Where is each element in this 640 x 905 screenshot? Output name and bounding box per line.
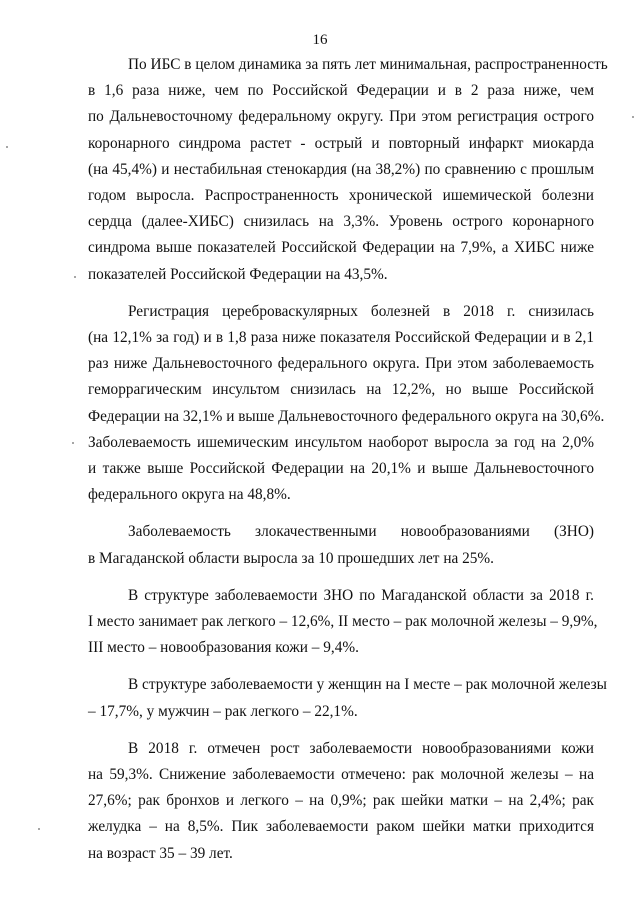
text-line: желудка – на 8,5%. Пик заболеваемости раком шейки матки приходится xyxy=(88,818,594,836)
text-line: показателей Российской Федерации на 43,5%. xyxy=(88,265,388,283)
paragraph-cerebrovascular xyxy=(88,299,605,509)
text-line: 27,6%; рак бронхов и легкого – на 0,9%; рак шейки матки – на 2,4%; рак xyxy=(88,792,594,810)
paragraph-ibs xyxy=(88,52,608,288)
scan-speck xyxy=(632,116,634,118)
text-line: Заболеваемость ишемическим инсультом наоборот выросла за год на 2,0% xyxy=(88,433,594,451)
text-line: геморрагическим инсультом снизилась на 12,2%, но выше Российской xyxy=(88,381,594,399)
paragraph-zno-gender xyxy=(88,672,607,724)
text-line: (на 45,4%) и нестабильная стенокардия (на 38,2%) по сравнению с прошлым xyxy=(88,160,594,178)
text-line: В структуре заболеваемости у женщин на I месте – рак молочной железы xyxy=(128,676,607,694)
text-line: коронарного синдрома растет - острый и повторный инфаркт миокарда xyxy=(88,134,594,152)
page-number: 16 xyxy=(312,32,328,48)
text-line: Заболеваемость злокачественными новообразованиями (ЗНО) xyxy=(128,523,594,541)
scan-speck xyxy=(74,276,76,278)
text-line: (на 12,1% за год) и в 1,8 раза ниже показателя Российской Федерации и в 2,1 xyxy=(88,329,594,347)
text-line: синдрома выше показателей Российской Федерации на 7,9%, а ХИБС ниже xyxy=(88,239,594,257)
paragraph-zno-structure xyxy=(88,583,598,662)
text-line: По ИБС в целом динамика за пять лет минимальная, распространенность xyxy=(128,56,608,73)
text-line: на возраст 35 – 39 лет. xyxy=(88,844,233,862)
text-line: в Магаданской области выросла за 10 прошедших лет на 25%. xyxy=(88,549,494,567)
scan-speck xyxy=(72,442,74,444)
text-line: Федерации на 32,1% и выше Дальневосточного федерального округа на 30,6%. xyxy=(88,407,605,425)
text-line: сердца (далее-ХИБС) снизилась на 3,3%. Уровень острого коронарного xyxy=(88,213,594,231)
text-line: на 59,3%. Снижение заболеваемости отмечено: рак молочной железы – на xyxy=(88,766,594,784)
text-line: Регистрация цереброваскулярных болезней в 2018 г. снизилась xyxy=(128,302,594,320)
scan-speck xyxy=(38,828,40,830)
text-line: по Дальневосточному федеральному округу. При этом регистрация острого xyxy=(88,108,594,126)
text-line: и также выше Российской Федерации на 20,1% и выше Дальневосточного xyxy=(88,460,594,478)
text-line: раз ниже Дальневосточного федерального округа. При этом заболеваемость xyxy=(88,355,594,373)
text-line: федерального округа на 48,8%. xyxy=(88,486,291,504)
text-line: – 17,7%, у мужчин – рак легкого – 22,1%. xyxy=(88,702,358,720)
document-body xyxy=(88,52,608,878)
text-line: годом выросла. Распространенность хронической ишемической болезни xyxy=(88,187,594,205)
scan-speck xyxy=(6,146,8,148)
text-line: В структуре заболеваемости ЗНО по Магаданской области за 2018 г. xyxy=(128,586,594,604)
paragraph-zno-growth xyxy=(88,519,594,571)
text-line: III место – новообразования кожи – 9,4%. xyxy=(88,639,359,657)
text-line: В 2018 г. отмечен рост заболеваемости новообразованиями кожи xyxy=(128,739,594,757)
paragraph-skin-neoplasms xyxy=(88,736,594,867)
text-line: I место занимает рак легкого – 12,6%, II место – рак молочной железы – 9,9%, xyxy=(88,613,598,631)
text-line: в 1,6 раза ниже, чем по Российской Федерации и в 2 раза ниже, чем xyxy=(88,82,594,100)
